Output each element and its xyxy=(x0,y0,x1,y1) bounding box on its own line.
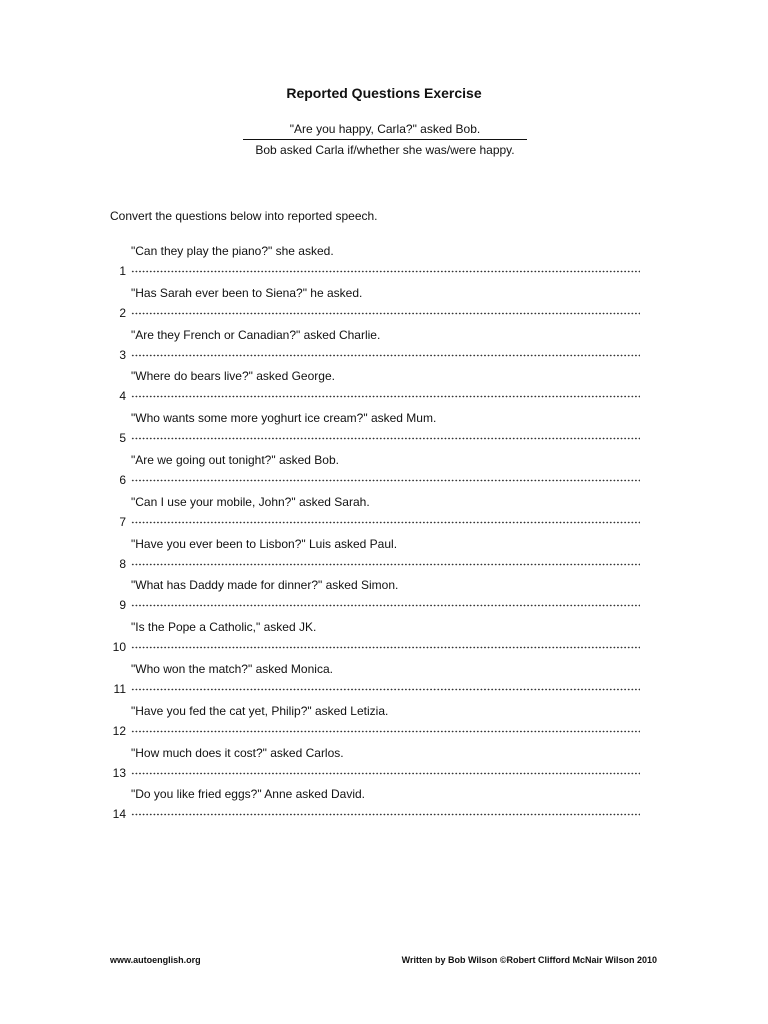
exercise-number: 3 xyxy=(119,347,126,362)
exercise-number: 11 xyxy=(113,682,126,696)
exercise-question: "Is the Pope a Catholic," asked JK. xyxy=(131,620,317,635)
exercise-number: 1 xyxy=(119,264,126,278)
exercise-question: "How much does it cost?" asked Carlos. xyxy=(131,745,344,760)
exercise-number: 2 xyxy=(119,305,126,320)
answer-line[interactable] xyxy=(131,730,640,740)
footer-copyright: Written by Bob Wilson ©Robert Clifford McNair Wilson 2010 xyxy=(401,955,657,965)
answer-line[interactable] xyxy=(131,604,640,614)
exercise-question: "What has Daddy made for dinner?" asked Simon. xyxy=(131,578,399,593)
answer-line[interactable] xyxy=(131,437,640,447)
exercise-question: "Have you ever been to Lisbon?" Luis asked Paul. xyxy=(131,536,398,551)
exercise-number: 5 xyxy=(119,431,126,446)
exercise-question: "Are we going out tonight?" asked Bob. xyxy=(131,453,339,467)
instruction-text: Convert the questions below into reported speech. xyxy=(110,209,378,223)
exercise-question: "Can they play the piano?" she asked. xyxy=(131,244,334,258)
exercise-number: 8 xyxy=(119,556,126,571)
answer-line[interactable] xyxy=(131,688,640,698)
exercise-number: 6 xyxy=(119,473,126,487)
example-answer: Bob asked Carla if/whether she was/were happy. xyxy=(255,143,515,157)
footer-website: www.autoenglish.org xyxy=(110,955,201,965)
exercise-question: "Are they French or Canadian?" asked Charlie. xyxy=(131,327,381,342)
example-question: "Are you happy, Carla?" asked Bob. xyxy=(243,122,527,140)
answer-line[interactable] xyxy=(131,354,640,364)
exercise-number: 9 xyxy=(119,598,126,613)
exercise-question: "Who wants some more yoghurt ice cream?" asked Mum. xyxy=(131,411,437,426)
exercise-number: 14 xyxy=(112,807,126,822)
answer-line[interactable] xyxy=(131,772,640,782)
answer-line[interactable] xyxy=(131,813,640,823)
exercise-number: 7 xyxy=(119,514,126,529)
exercise-question: "Can I use your mobile, John?" asked Sarah. xyxy=(131,494,370,509)
exercise-question: "Have you fed the cat yet, Philip?" asked Letizia. xyxy=(131,703,389,718)
exercise-number: 12 xyxy=(112,723,126,738)
answer-line[interactable] xyxy=(131,479,640,489)
exercise-question: "Who won the match?" asked Monica. xyxy=(131,662,333,676)
answer-line[interactable] xyxy=(131,563,640,573)
answer-line[interactable] xyxy=(131,646,640,656)
answer-line[interactable] xyxy=(131,521,640,531)
exercise-number: 13 xyxy=(112,765,126,780)
page-title: Reported Questions Exercise xyxy=(286,85,482,101)
answer-line[interactable] xyxy=(131,270,640,280)
answer-line[interactable] xyxy=(131,312,640,322)
answer-line[interactable] xyxy=(131,395,640,405)
exercise-question: "Where do bears live?" asked George. xyxy=(131,369,335,384)
exercise-question: "Do you like fried eggs?" Anne asked David. xyxy=(131,787,365,802)
exercise-question: "Has Sarah ever been to Siena?" he asked. xyxy=(131,285,363,300)
exercise-number: 4 xyxy=(119,389,126,404)
exercise-number: 10 xyxy=(112,640,126,655)
